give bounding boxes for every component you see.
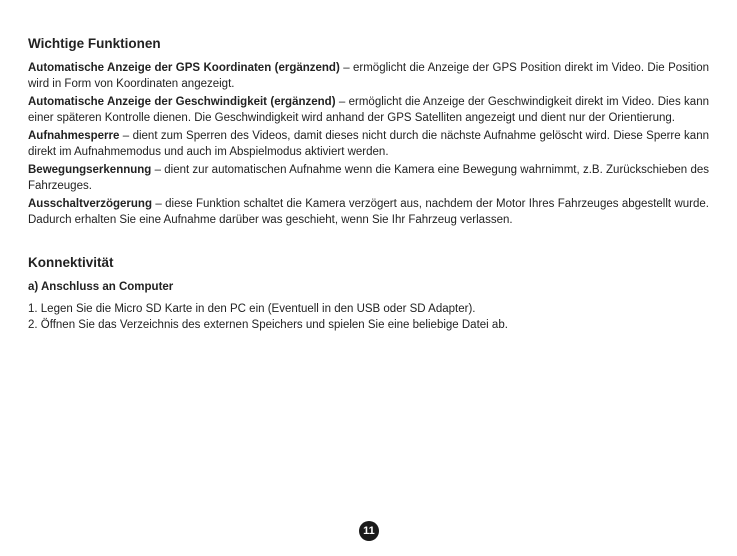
section-title-connectivity: Konnektivität (28, 255, 114, 270)
feature-description: – diese Funktion schaltet die Kamera verzögert aus, nachdem der Motor Ihres Fahrzeuges abgestellt wurde. Dadurch erhalten Sie eine Aufnahme darüber was geschieht, wenn Sie Ihr Fahrzeug verlassen. (28, 198, 709, 226)
feature-term: Aufnahmesperre (28, 130, 120, 142)
feature-description: – dient zur automatischen Aufnahme wenn die Kamera eine Bewegung wahrnimmt, z.B. Zurückschieben des Fahrzeuges. (28, 164, 709, 192)
section-spacer (28, 230, 709, 254)
feature-term: Automatische Anzeige der GPS Koordinaten (ergänzend) (28, 62, 340, 74)
feature-description: – dient zum Sperren des Videos, damit dieses nicht durch die nächste Aufnahme gelöscht wird. Diese Sperre kann direkt im Aufnahmemodus und auch im Abspielmodus aktiviert werden. (28, 130, 709, 158)
feature-shutdown-delay (28, 196, 709, 228)
feature-recording-lock (28, 128, 709, 160)
feature-term: Bewegungserkennung (28, 164, 152, 176)
feature-description: – ermöglicht die Anzeige der GPS Position direkt im Video. Die Position wird in Form von Koordinaten angezeigt. (28, 62, 709, 90)
subsection-title-computer: a) Anschluss an Computer (28, 281, 174, 293)
manual-page (28, 35, 709, 333)
step-item: 1. Legen Sie die Micro SD Karte in den PC ein (Eventuell in den USB oder SD Adapter). (28, 303, 476, 315)
step-item: 2. Öffnen Sie das Verzeichnis des externen Speichers und spielen Sie eine beliebige Datei ab. (28, 319, 508, 331)
section-title-functions: Wichtige Funktionen (28, 36, 161, 51)
feature-gps-coordinates (28, 60, 709, 92)
feature-motion-detection (28, 162, 709, 194)
feature-description: – ermöglicht die Anzeige der Geschwindigkeit direkt im Video. Dies kann einer späteren Kontrolle dienen. Die Geschwindigkeit wird anhand der GPS Satelliten angezeigt und dient nur der Orientierung. (28, 96, 709, 124)
page-number-badge: 11 (359, 521, 379, 541)
feature-term: Automatische Anzeige der Geschwindigkeit (ergänzend) (28, 96, 336, 108)
feature-speed-display (28, 94, 709, 126)
feature-term: Ausschaltverzögerung (28, 198, 152, 210)
